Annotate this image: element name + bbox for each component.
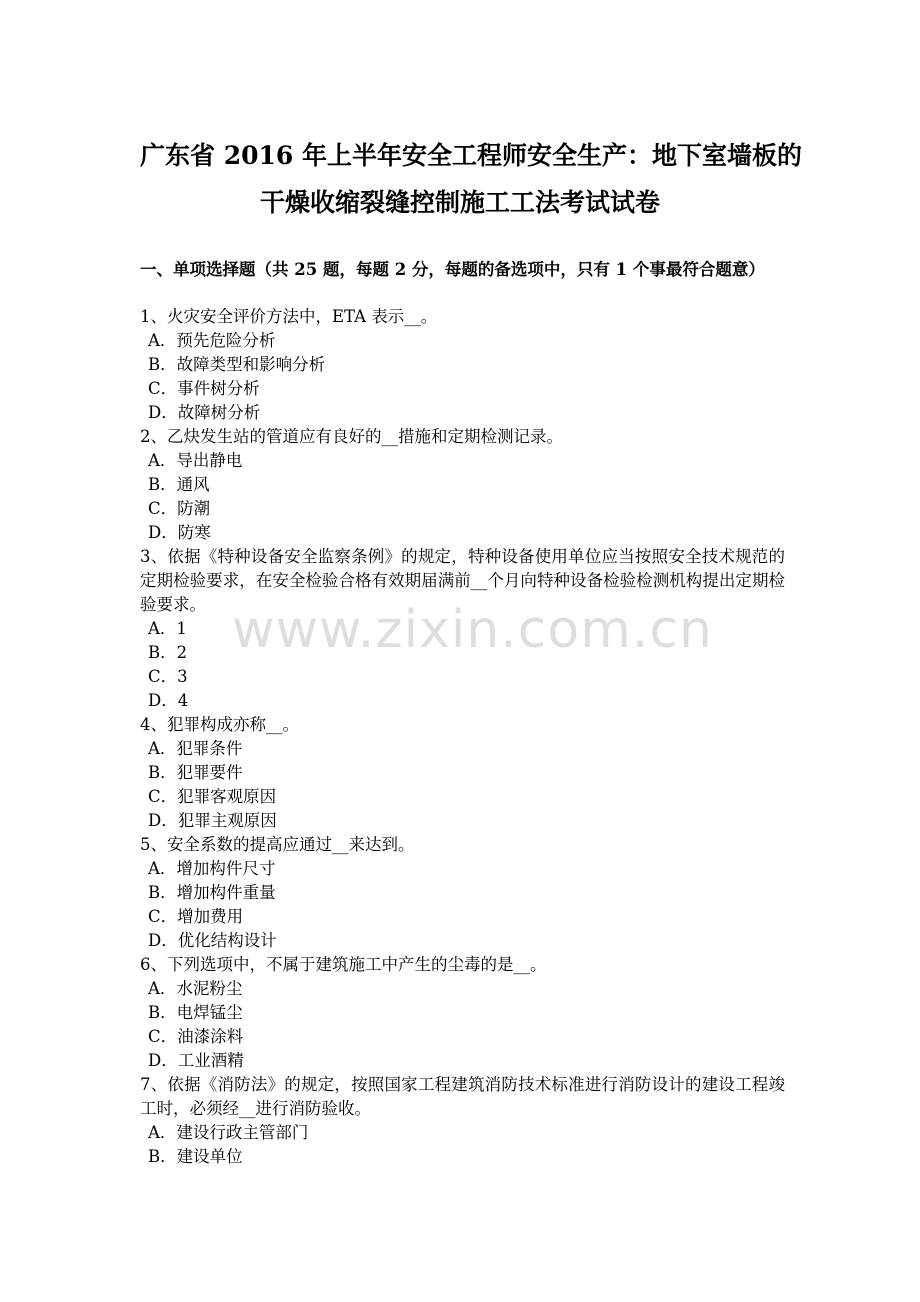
answer-option: A．建设行政主管部门	[148, 1123, 309, 1142]
answer-option: B．电焊锰尘	[148, 1003, 243, 1022]
answer-option: A．增加构件尺寸	[148, 859, 276, 878]
question-text: 1、火灾安全评价方法中，ETA 表示__。	[140, 307, 438, 326]
section-heading: 一、单项选择题（共 25 题，每题 2 分，每题的备选项中，只有 1 个事最符合题意）	[140, 260, 765, 279]
answer-option: C．3	[148, 667, 188, 686]
document-title-line-1: 广东省 2016 年上半年安全工程师安全生产：地下室墙板的	[140, 141, 802, 170]
answer-option: B．通风	[148, 475, 210, 494]
question-text: 6、下列选项中，不属于建筑施工中产生的尘毒的是__。	[140, 955, 547, 974]
answer-option: C．事件树分析	[148, 379, 260, 398]
answer-option: C．增加费用	[148, 907, 244, 926]
answer-option: B．犯罪要件	[148, 763, 243, 782]
answer-option: D．4	[148, 691, 189, 710]
answer-option: C．犯罪客观原因	[148, 787, 277, 806]
question-text: 3、依据《特种设备安全监察条例》的规定，特种设备使用单位应当按照安全技术规范的定期检验要求，在安全检验合格有效期届满前__个月向特种设备检验检测机构提出定期检验要求。	[140, 547, 785, 614]
question-list	[140, 305, 785, 1169]
answer-option: D．犯罪主观原因	[148, 811, 277, 830]
answer-option: B．2	[148, 643, 188, 662]
answer-option: A．预先危险分析	[148, 331, 276, 350]
answer-option: A．水泥粉尘	[148, 979, 243, 998]
answer-option: D．工业酒精	[148, 1051, 244, 1070]
answer-option: B．增加构件重量	[148, 883, 276, 902]
question-text: 4、犯罪构成亦称__。	[140, 715, 299, 734]
answer-option: B．故障类型和影响分析	[148, 355, 326, 374]
question-block	[140, 305, 785, 425]
answer-option: D．优化结构设计	[148, 931, 277, 950]
answer-option: A．犯罪条件	[148, 739, 243, 758]
answer-option: D．故障树分析	[148, 403, 261, 422]
answer-option: C．油漆涂料	[148, 1027, 244, 1046]
answer-option: D．防寒	[148, 523, 211, 542]
question-block	[140, 1073, 785, 1169]
answer-option: A．1	[148, 619, 187, 638]
answer-option: A．导出静电	[148, 451, 243, 470]
question-text: 5、安全系数的提高应通过__来达到。	[140, 835, 415, 854]
document-title-line-2: 干燥收缩裂缝控制施工工法考试试卷	[259, 188, 660, 217]
answer-option: C．防潮	[148, 499, 211, 518]
watermark: www.zixin.com.cn	[232, 600, 713, 660]
question-text: 7、依据《消防法》的规定，按照国家工程建筑消防技术标准进行消防设计的建设工程竣工时，必须经__进行消防验收。	[140, 1075, 785, 1118]
question-block	[140, 425, 785, 545]
question-block	[140, 953, 785, 1073]
answer-option: B．建设单位	[148, 1147, 243, 1166]
question-block	[140, 833, 785, 953]
question-text: 2、乙炔发生站的管道应有良好的__措施和定期检测记录。	[140, 427, 563, 446]
question-block	[140, 713, 785, 833]
